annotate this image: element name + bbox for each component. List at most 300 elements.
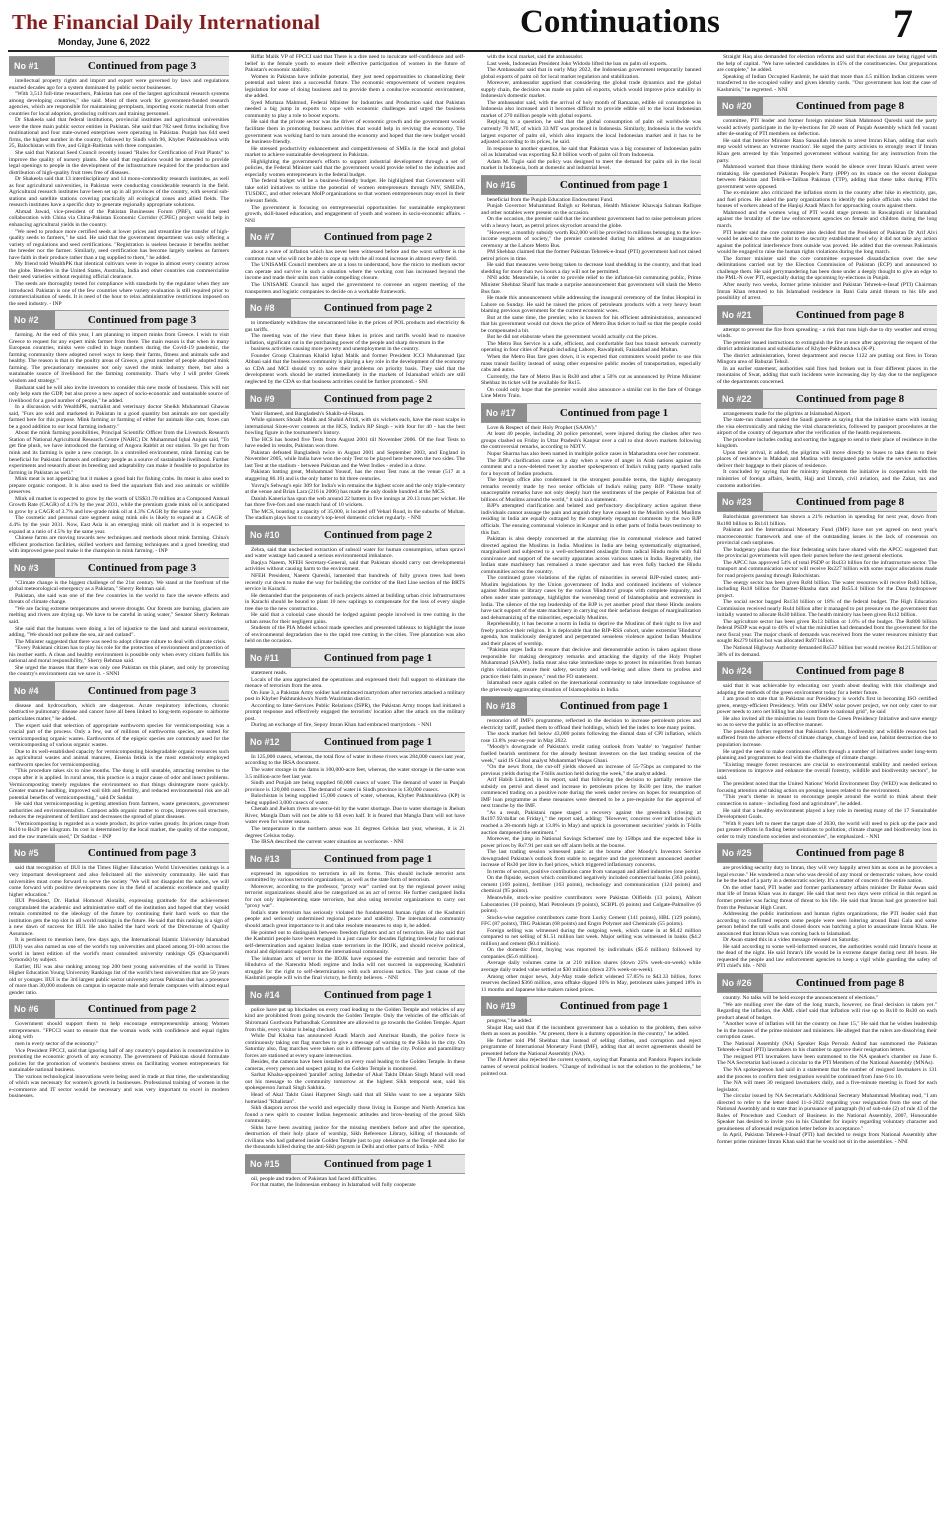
story-number-badge: No #23 xyxy=(717,493,763,511)
story-paragraph: arrangements made for the pilgrims at Islamabad Airport. xyxy=(723,410,852,417)
story-paragraph: BJP's attempted clarification and belated and perfunctory disciplinary action against these individuals cannot assuage the pain and anguish they have caused to the Muslim world. Muslims residing in India are equally outraged by the completely repugnant comments by the two BJP officials. The ensuing communal violence in Kanpur and in other parts of India bears testimony to this fact. xyxy=(481,503,701,536)
story-paragraph: oil, people and traders of Pakistan had faced difficulties. xyxy=(251,1175,378,1182)
continued-from-label: Continued from page 2 xyxy=(323,392,433,405)
story-paragraph: He said that measures were being taken to decrease load shedding in the country, and that load shedding for more than two hours a day will not be permitted. xyxy=(481,262,701,275)
story-paragraph: "As a result, Pakistani rupee staged a recovery against the greenback (closing at Rs197.92/dollar on Friday)," the report said, adding: "However, concerns over inflation (which reached a 28-month high at 13.8% in May) and uptick in government securities' yields in T-bills auction dampened the sentiment." xyxy=(481,809,701,836)
story-paragraph: committee, PTI leader and former foreign minister Shah Mahmood Qureshi said the party would actively participate in the by-elections for 20 seats of Punjab Assembly which fell vacant after de-seating of PTI members on defection. xyxy=(717,118,937,138)
continuation-story xyxy=(717,305,937,386)
story-paragraph: intellectual property rights and import and export were governed by laws and regulations enacted decades ago for a system dominated by public sector businesses. xyxy=(9,78,229,91)
story-paragraph: Punjab Governor Muhammad Baligh ur Rehman, Health Minister Khawaja Salman Rafique and other notables were present on the occasion. xyxy=(481,203,701,216)
story-number-badge: No #17 xyxy=(481,404,527,422)
story-paragraph: Arif Habib Limited, in its report, said that following the decision to partially remove the subsidy on petrol and diesel and increase in petroleum prices by Rs30 per litre, the market commenced trading on a positive note during the week under review on hopes for resumption of IMF loan programme as these measures were deemed to be a pre-requisite for the approval of next tranche by the IMF. xyxy=(481,777,701,810)
story-paragraph: Straight Haq also demanded for election reforms and said that elections are being rigged with the help of capital. "We have selected candidates in 45% of the constituencies. Our preparations are complete," he added. xyxy=(717,54,937,74)
story-paragraph: He demanded that the proponents of such projects aimed at building urban civic infrastructures in Karachi should be bound to plant 10 new saplings to compensate for the loss of every single tree due to the new construction. xyxy=(245,592,465,612)
story-paragraph: Sikhs have been awaiting justice for the missing members before and after the operation, destruction of their holy place of worship, Sikh Reference Library, killing of thousands of civilians who had gathered inside Golden Temple just to pay obeisance at the Temple and also for the thousands killed during the anti-Sikh pogrom in Delhi and other parts of India. - NNI xyxy=(245,1124,465,1151)
story-paragraph: It is pertinent to mention here, few days ago, the International Islamic University Islamabad (IIUI) was also named as one of the world's top universities and placed among 91-100 across the world in latest edition of the world's most consulted university rankings QS (Quacquarelli Symonds) by subject. xyxy=(9,937,229,964)
story-paragraph: During an exchange of fire, Sepoy Imran Khan had embraced martyrdom. - NNI xyxy=(251,722,432,729)
story-paragraph: Sindh and Punjab are being supplied 60,000 cusecs of water. The demand of water in Punjab province is 120,000 cusecs. The demand of water in Sindh province is 130,000 cusecs. xyxy=(245,780,465,793)
continuation-story xyxy=(245,54,465,224)
story-paragraph: Mahmood warned that those thinking there would be silence over Imran Khan's arrest were mistaking. He questioned Pakistan People's Party (PPP) on its stance on the recent dialogue between Pakistan and Tehrik-e-Taliban Pakistan (TTP), adding that these talks during PTI's government were opposed. xyxy=(717,164,937,190)
story-paragraph: He pointed out to distinguish between freedom fighters and act of terrorism. He also said that the Kashmiri people have been engaged in a just cause for decades fighting tirelessly for national self-determination and against Indian state terrorism in the IIOJK, and should receive political, moral and diplomatic support from the international community. xyxy=(245,929,465,956)
story-header xyxy=(245,648,465,668)
story-paragraph: The premier issued instructions to extinguish the fire at once after approving the request of the district administration and subsidiaries of Khyber-Pakhtunkhwa (K-P). xyxy=(717,339,937,353)
story-paragraph: The National Highway Authority demanded Rs537 billion but would receive Rs121.5 billion or 38% of its demand. xyxy=(717,645,937,658)
story-number-badge: No #4 xyxy=(9,682,55,700)
continued-from-label: Continued from page 2 xyxy=(323,528,433,541)
continued-from-label: Continued from page 3 xyxy=(87,847,197,860)
continuation-story xyxy=(9,999,229,1100)
story-number-badge: No #7 xyxy=(245,228,291,246)
story-paragraph: Mink oil market is expected to grow by the worth of US$31.70 million at a Compound Annual Growth Rate (CAGR) of 4.1% by the year 2031, while the premium grade mink oil is anticipated to grow by a CAGR of 3.7% and low-grade mink oil at 4.3% CAGR by the same year. xyxy=(9,495,229,515)
story-paragraph: The president further regretted that Pakistan's forests, biodiversity and wildlife resources had suffered from the adverse effects of climate change, change of land use, habitat destruction due to population increase. xyxy=(717,728,937,749)
story-paragraph: On June 3, a Pakistan Army soldier had embraced martyrdom after terrorists attacked a military post in Khyber Pakhtunkhwa's North Waziristan district. xyxy=(245,689,465,703)
continuation-story xyxy=(9,681,229,840)
story-paragraph: India's state terrorism has seriously violated the fundamental human rights of the Kashmiri people and seriously undermined regional peace and stability. The international community should attach great importance to it and take resolute measures to stop it, he added. xyxy=(245,909,465,929)
story-paragraph: In April, Pakistan Tehreek-I-Insaf (PTI) had decided to resign from National Assembly after former prime minister Imran Khan said that he would not sit in the assemblies. - NNI xyxy=(717,1132,937,1146)
continuation-story xyxy=(481,54,701,172)
story-paragraph: On the flipside, sectors which contributed negatively included commercial banks (363 points), cement (169 points), fertiliser (163 points), technology and communication (124 points) and chemical (95 points). xyxy=(481,875,701,895)
continued-from-label: Continued from page 1 xyxy=(559,1000,669,1013)
story-paragraph: He said according to some well-informed sources, the authorities would raid Imran's house at the dead of the night. He said Imran's life would be in extreme danger during next 48 hours. He requested the people and law enforcement agencies to keep a vigil while guarding the safety of PTI chief's life. - NNI xyxy=(717,943,937,970)
story-paragraph: The budgetary plans that the four federating units have shared with the APCC suggested that the provincial governments will open their purses before the next general elections. xyxy=(717,546,937,560)
story-paragraph: Stocks-wise negative contributors came from Lucky Cement (141 points), HBL (129 points), FFC (87 points), TRG Pakistan (68 points) and Engro Polymer and Chemicals (55 points). xyxy=(481,914,701,928)
story-paragraph: While spinners Shoaib Malik and Shahid Afridi, with six wickets each, have the most scalps in international Sixes-over contests at the HCS, India's RP Singh - with four for 40 - has the best bowling figure in the tournament's history. xyxy=(245,417,465,437)
story-header xyxy=(717,305,937,325)
continuation-story xyxy=(245,227,465,295)
story-paragraph: Replying to a question, he said that the global consumption of palm oil worldwide was currently 70 MT, of which 33 MT was produced in Indonesia. Similarly, Indonesia is the world's largest exporter of palm oil, which also impacts the local Indonesian market and it has to be adjusted according to its prices, he said. xyxy=(481,119,701,146)
story-paragraph: Moreover, ambassador apprised that considering the global trade dynamics and the global supply chain, the decision was made on palm oil exports, which would improve price stability in Indonesia's domestic market. xyxy=(481,80,701,100)
story-paragraph: Sikh diaspora across the world and especially those living in Europe and North America has found a new spirit to counter Indian hegemonic attitudes and brow-beating of the proud Sikh community. xyxy=(245,1105,465,1125)
story-paragraph: expressed its opposition to terrorism in all its forms. This should include terrorist acts committed by various terrorist organizations, as well as the state form of terrorism. xyxy=(245,870,465,884)
story-paragraph: She said that National Seed Council recently issued "Rules for Certification of Fruit Plants" to improve the quality of nursery plants. She said that regulations would be amended to provide legal openings to people in the development of the infrastructure required for the production and distribution of high-quality fruit trees free of diseases. xyxy=(9,150,229,176)
story-paragraph: Vice President FPCCI, said that ignoring half of any country's population is counterintuitive in promoting the economic growth of any economy. The government of Pakistan should formulate policies for the promotion of women's business stress on facilitating women entrepreneurs for sustainable national business. xyxy=(9,1047,229,1074)
story-paragraph: According to Inter-Services Public Relations (ISPR), the Pakistan Army troops had initiated a prompt response and effectively engaged the terrorists' location after the attack on the military post. xyxy=(245,702,465,722)
story-paragraph: He said that a colonial case should be lodged against people involved in tree cutting in the urban areas for their negligent gains. xyxy=(245,612,465,625)
continuation-story xyxy=(245,648,465,729)
continuation-story xyxy=(717,973,937,1146)
story-paragraph: On could only hope that the premier would also announce a similar cut in the fare of Orange Line Metro Train. xyxy=(481,386,701,400)
story-paragraph: The meeting was of the view that these hikes in prices and tariffs would lead to massive inflation, significant cut in the purchasing power of the people and sharp downturn in the xyxy=(245,333,465,346)
story-paragraph: "This procedure takes six to nine months. The dung is still unstable, attracting termites to the crops after it is applied. In rural areas, this practice is a major cause of odor and insect problems. Vermicomposting merely regulates the environment so that things disintegrate more quickly. Greater manure handling, improved soil tilth and fertility, and reduced environmental risk are all potential benefits of vermicomposting," said Dr Saddar. xyxy=(9,768,229,801)
story-paragraph: Islamabad once again called on the international community to take immediate cognisance of the grievously aggravating situation of Islamophobia in India. xyxy=(481,680,701,693)
story-header xyxy=(717,973,937,993)
story-paragraph: The expert said that selection of appropriate earthworm species for vermicomposting was a crucial part of the process. Only a few, out of millions of earthworms species, are suited for vermicomposting organic wastes. Earthworms of the epigeic species are commonly used for the vermicomposting of various organic wastes. xyxy=(9,722,229,749)
story-paragraph: said that it was achievable by educating our youth about dealing with this challenge and adapting the methods of the green environment today for a better future. xyxy=(717,683,937,696)
continued-from-label: Continued from page 3 xyxy=(87,684,197,697)
story-paragraph: But he did not elaborate when the government would actually cut the prices. xyxy=(487,334,658,341)
story-paragraph: country. No talks will be held except the announcement of elections." xyxy=(723,994,879,1001)
story-paragraph: beneficial from the Punjab Education Endowment Fund. xyxy=(487,196,614,203)
story-header xyxy=(717,661,937,681)
story-paragraph: Nupur Sharma has also been named in multiple police cases in Maharashtra over her comment. xyxy=(487,450,700,457)
story-paragraph: The MCS, boasting a capacity of 35,000, is located off Vehari Road, in the suburbs of Multan. The stadium plays host to country's top-level domestic cricket regularly. - NNI xyxy=(245,508,465,522)
story-paragraph: Yasir Hameed, and Bangladesh's Shakib-ul-Hasan. xyxy=(251,410,365,417)
story-paragraph: Due to its well-established capacity for vermicomposting biodegradable organic resources such as agricultural wastes and animal manures, Eisenia fetida is the most extensively employed earthworm species for vermicomposting. xyxy=(9,748,229,768)
story-number-badge: No #3 xyxy=(9,559,55,577)
story-paragraph: Last week, Indonesian President Joko Widodo lifted the ban on palm oil exports. xyxy=(487,60,668,67)
story-paragraph: The district administration, forest department and rescue 1122 are putting out fires in Toran Mingora area of Babuzai Tehsil. xyxy=(717,352,937,366)
page-number: 7 xyxy=(893,1,913,46)
continued-from-label: Continued from page 2 xyxy=(323,302,433,315)
story-paragraph: "However, a monthly subsidy worth Rs2,000 will be provided to millions belonging to the low-income segments of society," the premier contended during his address at an inauguration ceremony at the Lahore Metro Bus. xyxy=(481,229,701,249)
story-paragraph: Among other major news, July-May trade deficit widened 57.85% to $43.33 billion, forex reserves declined $366 million, urea offtake dipped 10% in May, petroleum sales jumped 18% in 11 months and Japanese bike makers raised prices. xyxy=(481,973,701,993)
story-paragraph: The ambassador said, with the arrival of holy month of Ramazan, edible oil consumption in Indonesia also increased and it becomes difficult to provide edible oil to the local Indonesian market of 270 million people with global exports. xyxy=(481,99,701,119)
story-paragraph: The IRSA described the current water situation as worrisome. - NNI xyxy=(251,839,404,846)
story-paragraph: Students of the PIA Model school made speeches and presented tableaux to highlight the issue of environmental degradation due to the rapid tree cutting in the cities. Tree plantation was also held on the occasion. xyxy=(245,625,465,645)
continued-from-label: Continued from page 3 xyxy=(87,60,197,72)
story-paragraph: In an earlier statement, authorities said fires had broken out in four different places in the mountains of Swat, adding that such incidents were increasing day by day due to the negligence of the departments concerned. xyxy=(717,365,937,385)
story-paragraph: The social sector bagged Rs134 billion or 18% of the federal budget. The High Education Commission received nearly Rs44 billion after it managed to put pressure on the government that initially wanted to allocate Rs30 billion. The health ministry has been given Rs12 billion. xyxy=(717,599,937,619)
story-paragraph: "Every Pakistani citizen has to play his role for the protection of environment and protection of his mother earth. A clean and healthy environment is possible only when every citizen fulfills his national and moral responsibility," Sherry Rehman said. xyxy=(9,645,229,665)
story-paragraph: Ahmad Jawad, vice-president of the Pakistan Businesses Forum (PBF), said that seed collaboration with China via China-Pakistan Economic Corridor (CPEC) project would help in enhancing agricultural yields in the country. xyxy=(9,208,229,229)
story-header xyxy=(9,56,229,76)
story-paragraph: Currently, the fare of Metro Bus is Rs30 and after a 50% cut as announced by Prime Minister Shehbaz its ticket will be available for Rs15. xyxy=(481,373,701,387)
story-paragraph: The Metro Bus Service is a safe, efficient, and comfortable fast bus transit network currently operating in four cities of Punjab including Lahore, Rawalpindi, Faisalabad and Multan. xyxy=(481,340,701,354)
continued-from-label: Continued from page 1 xyxy=(323,735,433,748)
continuation-story xyxy=(9,56,229,307)
story-paragraph: Speaking of Indian Occupied Kashmir, he said that more than 4.5 million Indian citizens were transferred to the occupied valley and given identity cards. "Our government has lost the case of Kashmiris," he regretted. - NNI xyxy=(717,73,937,93)
story-paragraph: IIUI President, Dr. Hathal Homoud Alotaibi, expressing gratitude for the achievement congratulated the academic and administrative staff of the institution and hoped that they would remain committed to the ideology of the future by continuing their hard work so that the institution gets the top slot in all world rankings in the future. He said that this ranking is a sign of a new dawn of success for IIUI. He also hailed the hard work of the Directorate of Quality Assurance. xyxy=(9,898,229,937)
continuation-story xyxy=(481,996,701,1077)
story-paragraph: Shujat Haq said that if the incumbent government has a solution to the problem, then solve them as soon as possible. "At present, there is a dummy opposition in the country," he added. xyxy=(481,1024,701,1038)
story-paragraph: The BJP's clarification came on a day when a wave of anger in Arab nations against the comment and a now-deleted tweet by another spokesperson of India's ruling party sparked calls for a boycott of Indian products. xyxy=(481,457,701,477)
story-paragraph: In terms of sectors, positive contribution came from vanaspati and allied industries (one point). xyxy=(487,868,700,875)
story-header xyxy=(245,525,465,545)
continued-from-label: Continued from page 1 xyxy=(323,988,433,1001)
story-paragraph: Dr Shakeela said that 13 interdisciplinary and 14 mono-commodity research institutes, as well as four agricultural universities, in Pakistan were conducting considerable research in the field. Agricultural research institutes have been set up in all provinces of the country, with several sub-stations and satellite stations covering practically all ecological zones and allied fields. The research institutes have a specific duty to generate regionally appropriate solutions. xyxy=(9,176,229,209)
continuation-story xyxy=(9,558,229,678)
story-paragraph: When the Metro Bus fare goes down, it is expected that commuters would prefer to use this mass transit facility instead of using other expensive public modes of transportation, especially cabs and autos. xyxy=(481,353,701,374)
issue-date: Monday, June 6, 2022 xyxy=(58,37,150,47)
story-paragraph: farming. At the end of this year, I am planning to import minks from Greece. I wish to visit Greece to request for any expert mink farmer from there. The main reason is that when in many European countries, minks were culled in huge numbers during the Covid-19 pandemic, the farming community there adopted novel ways to keep their farms, fitness and animals safe and healthy. The reason is that in the poultry areas of Greece, a great number of people adopted mink farming. The precautionary measures not only saved the mink industry there, but also a sustainable source of livelihood for the farming community. That's why I will prefer Greek wisdom and strategy." xyxy=(9,332,229,384)
column-4 xyxy=(717,54,937,1529)
continuation-story xyxy=(245,389,465,522)
story-paragraph: Basharat said he will also invite investors to consider this new mode of business. This will not only help earn the GDP, but also prove a new aspect of socio-economic and sustainable source of livelihood for a good number of people," he added. xyxy=(9,384,229,404)
story-paragraph: Riffat Malik VP of FPCCI said that There is a dire need to inculcate self-confidence and self-belief in the female youth to ensure their effective participation of women in the future of Pakistan's economic stability. xyxy=(245,54,465,74)
story-header xyxy=(717,96,937,116)
story-header xyxy=(481,696,701,716)
story-number-badge: No #16 xyxy=(481,176,527,194)
story-paragraph: The seeds are thoroughly tested for compliance with standards by the regulator when they are introduced. Pakistan is one of the few countries where variety evaluation is still required prior to commercialisation of seeds. It is need of the hour to relax administrative restrictions imposed on the seed industry. - INP xyxy=(9,280,229,307)
continued-from-label: Continued from page 8 xyxy=(795,847,905,860)
story-paragraph: Syed Murtaza Mahmud, Federal Minister for Industries and Production said that Pakistan needed a big jump in exports to cope with economic challenges and urged the business community to play a role to boost exports. xyxy=(245,99,465,119)
story-paragraph: He said that a healthy environment played a key role in meeting many of the 17 Sustainable Development Goals. xyxy=(717,807,937,821)
story-number-badge: No #25 xyxy=(717,844,763,862)
story-number-badge: No #24 xyxy=(717,662,763,680)
column-3 xyxy=(481,54,701,1529)
story-paragraph: Sarbat Khalsa-appointed 'parallel' acting Jathedar of Akal Takht Dhian Singh Mand will read out his message to the community tomorrow at the highest Sikh temporal seat, said his spokesperson Jarnail Singh Sakhira. xyxy=(245,1072,465,1092)
continued-from-label: Continued from page 1 xyxy=(323,652,433,665)
story-paragraph: to immediately withdraw the unwarranted hike in the prices of POL products and electricity & gas tariffs. xyxy=(245,320,465,333)
story-paragraph: He stressed productivity enhancement and competitiveness of SMEs in the local and global market to achieve sustainable development in Pakistan. xyxy=(245,145,465,159)
story-paragraph: business activities causing more poverty and unemployment in the country. xyxy=(251,346,420,353)
story-paragraph: PM Shehbaz claimed that the former Pakistan Tehreek-e-Insaf (PTI) government had not raised petrol prices in time. xyxy=(481,249,701,262)
story-paragraph: Dr Shakeela said that federal institutions, provincial institutes and agricultural universities were the three main public sector entities in Pakistan. She said that 782 seed firms including five multinational and four state-owned enterprises were operating in Pakistan. Punjab has 644 seed firms, the highest number in the country, followed by Sindh with 96, Khyber Pakhtunkhwa with 25, Balochistan with five, and Gilgit-Baltistan with three companies. xyxy=(9,117,229,150)
masthead xyxy=(0,0,945,52)
story-number-badge: No #6 xyxy=(9,1000,55,1018)
story-paragraph: Founder Group Chairman Khalid Iqbal Malik and former President ICCI Muhammad Ijaz Abbasi said that the business community is playing a key role in the development of the economy so CDA and MCI should try to solve their problems on priority basis. They said that the development work should be started immediately in the markets of Islamabad which are still neglected by the CDA so that business activities could be further promoted. - SNI xyxy=(245,352,465,385)
story-paragraph: Pakistan, she said was one of the few countries in the world to face the severe effects and threats of climate change. xyxy=(9,592,229,606)
story-paragraph: In a discussion with WealthPK, nutrialist and veterinary doctor Sheikh Muhammad Ghawas said, "Furs are sold and marketed in Pakistan in a good quantity but animals are not specially farmed here for this purpose. Mink farming or farming of either fur animals like cats, foxes can be a good addition to our local farming industry." xyxy=(9,404,229,430)
story-paragraph: "We are mulling over the date of the long march, however, no final decision is taken yet." Regarding the inflation, the AML chief said that inflation will rise up to Rs10 to Rs30 on each product ahead of budget. xyxy=(717,1001,937,1021)
story-paragraph: disease and hydrocarbon, which are dangerous. Acute respiratory infections, chronic obstructive pulmonary disease and cancer have all been linked to long-term exposure to airborne particulates matter," he added. xyxy=(9,702,229,723)
story-paragraph: The agriculture sector has been given Rs13 billion or 1.6% of the budget. The Rs800 billion federal PSDP was equal to 46% of what the ministries had demanded from the government for the next fiscal year. The major chunk of demands was received from the water resources ministry that sought Rs279 billion but was allocated Rs97 billion. xyxy=(717,618,937,645)
story-paragraph: "Vermicomposting is regarded as a waste product, its price varies greatly. Its prices range from Rs10 to Rs20 per kilogram. Its cost is determined by the local market, the quality of the compost, and the raw materials used," Dr Saddar. - INP xyxy=(9,820,229,840)
continued-from-label: Continued from page 8 xyxy=(795,976,905,989)
continued-from-label: Continued from page 3 xyxy=(87,314,197,327)
story-header xyxy=(717,492,937,512)
continuation-story xyxy=(245,849,465,982)
story-paragraph: Love & Respect of their Holy Prophet (SAAW)." xyxy=(487,424,598,431)
story-number-badge: No #2 xyxy=(9,311,55,329)
story-paragraph: Baqiya Naeem, NFEH Secretary-General, said that Pakistan should carry out developmental activities without causing harm to the environment. xyxy=(245,559,465,573)
story-paragraph: Besides, the cameras have been installed on every road leading to the Golden Temple. In these cameras, every person and suspect going to the Golden Temple is monitored. xyxy=(245,1059,465,1072)
story-paragraph: with the local market, said the ambassador. xyxy=(487,54,584,60)
story-paragraph: "With 8 years left to meet the target date of 2030, the world will need to pick up the pace and put greater efforts in finding better solutions to pollution, climate change and biodiversity loss in order to truly transform societies and economies", he emphasized. - NNI xyxy=(717,820,937,840)
story-paragraph: Mahmood and the women wing of PTI would stage protests in Rawalpindi or Islamabad against the brutality of the law enforcement agencies on female and children during the long march. xyxy=(717,209,937,230)
continued-from-label: Continued from page 2 xyxy=(87,1003,197,1016)
story-paragraph: Addressing the public institutions and human rights organizations, the PTI leader said that according to confirmed reports some people were seen loitering around Bani Gala and some person behind the tall walls and closed doors was hatching a plot to assassinate Imran Khan. He announced that Imran Khan was coming back to Islamabad. xyxy=(717,911,937,937)
story-paragraph: I am proud to state that in Pakistan our Presidency is world's first in becoming ISO certified green, energy-efficient Presidency. With our EMW solar power project, we not only cater to our power needs to zero net billing but also contribute to national grid", he said xyxy=(717,696,937,716)
story-paragraph: "Climate change is the biggest challenge of the 21st century. We stand at the forefront of the global meteorological emergency as a Pakistan," Sherry Rehman said. xyxy=(9,579,229,593)
story-paragraph: He said that vermicomposting is getting attention from farmers, waste generators, government authorities and environmentalists. Compost adds organic matter to crops, improves soil structure, reduces the requirement of fertilizer and decreases the spread of plant diseases. xyxy=(9,801,229,821)
story-paragraph: On the domestic front, buying was reported by individuals ($5.6 million) followed by companies ($5.6 million). xyxy=(481,947,701,960)
story-paragraph: The UNISAME Council members are at a loss to understand, how the micro to medium sector can operate and survive in such a situation where the working cost has increased beyond the income and made their units non viable compelling closure. xyxy=(245,262,465,282)
story-paragraph: He further told PM Shehbaz that instead of selling clothes, and corruption and reject programme of International Monetary Fund (IMF), adding that all secret agreements should be presented before the National Assembly (NA). xyxy=(481,1037,701,1057)
continuation-story xyxy=(245,985,465,1151)
story-paragraph: Pakistan is also deeply concerned at the alarming rise in communal violence and hatred directed against the Muslims in India. Muslims in India are being systematically stigmatised, marginalised and subjected to a well-orchestrated onslaught from radical Hindu mobs with full connivance and support of the security apparatus across various states in India. Regrettably, the Indian state machinery has remained a mute spectator and has even fully backed the Hindu communities across the country. xyxy=(481,536,701,575)
story-paragraph: The UNISAME Council has urged the government to convene an urgent meeting of the transporters and logistic companies to decide on a workable framework. xyxy=(245,281,465,295)
story-header xyxy=(717,389,937,409)
story-paragraph: The president noted that the United Nations' World Environment Day (WED) was dedicated to focusing attention and taking action on pressing issues related to the environment. xyxy=(717,781,937,794)
story-header xyxy=(9,681,229,701)
story-number-badge: No #26 xyxy=(717,974,763,992)
continued-from-label: Continued from page 2 xyxy=(323,231,433,244)
continued-from-label: Continued from page 8 xyxy=(795,665,905,678)
section-title: Continuations xyxy=(520,4,720,40)
continuation-story xyxy=(481,403,701,693)
story-header xyxy=(9,558,229,578)
story-paragraph: "We are facing extreme temperatures and severe drought. Our forests are burning, glaciers are melting and rivers are drying up. We have to be careful in using water," Senator Sherry Rehman said. xyxy=(9,605,229,626)
story-paragraph: Pakistan and the International Monetary Fund (IMF) have not yet agreed on next year's macroeconomic framework and one of the outstanding issues is the lack of consensus on provincial cash surpluses. xyxy=(717,527,937,547)
story-paragraph: "With 3,513 full-time researchers, Pakistan has one of the largest agricultural research systems among developing countries," she said. Most of them work for government-funded research agencies, which are responsible for maintaining germplasm, importing exotic material from other countries for local adoption, producing cultivars and training personnel. xyxy=(9,91,229,117)
story-number-badge: No #18 xyxy=(481,697,527,715)
story-header xyxy=(245,1154,465,1174)
story-number-badge: No #14 xyxy=(245,986,291,1004)
story-paragraph: The JI Ameer also rejected the current system, saying that Panama and Pandora Papers include names of several political leaders. "Change of individual is not the solution to the problems," he pointed out. xyxy=(481,1057,701,1077)
story-paragraph: Chinese farms are moving towards new techniques and methods about mink farming. China's efficient production facilities, skilled workers and farming techniques and a good breeding stud with improved gene pool make it the champion in mink farming. - INP xyxy=(9,535,229,555)
story-paragraph: The water storage in the dams is 100,000-acre feet, whereas, the water storage in the same was 3.5 million-acre feet last year. xyxy=(245,767,465,780)
story-header xyxy=(717,843,937,863)
story-paragraph: The APCC has approved 54% of total PSDP or Rs433 billion for the infrastructure sector. The transport and communication sector will receive Rs227 billion with some major allocations made for road projects passing through Balochistan. xyxy=(717,559,937,579)
story-paragraph: Balochistan is being supplied 15,000 cusecs of water, whereas, Khyber Pakhtunkhwa (KP) is being supplied 3,000 cusecs of water. xyxy=(245,793,465,806)
continued-from-label: Continued from page 8 xyxy=(795,308,905,321)
story-paragraph: restoration of IMF's programme, reflected in the decision to increase petroleum prices and electricity tariff, pushed them to offload their holdings, which led the index to lose many points. xyxy=(481,718,701,731)
continued-from-label: Continued from page 1 xyxy=(323,852,433,865)
story-paragraph: PTI leader said the core committee also decided that the President of Pakistan Dr Arif Alvi would be asked to raise the point to the security establishment of why it did not take any action against the political interference from outside was proved. He added that the overseas Pakistanis would be engaged to raise the human rights violations during the long march. xyxy=(717,229,937,256)
continuation-story xyxy=(245,1154,465,1189)
story-paragraph: "This year's theme is meant to encourage people around the world to think about their connection to nature - including food and agriculture", he added. xyxy=(717,794,937,807)
story-paragraph: The government is focusing on entrepreneurial opportunities for sustainable employment growth, skill-based education, and engagement of youth and women in socio-economic affairs. - NNI xyxy=(245,204,465,224)
story-paragraph: The various technological innovations were being used in trade at that time, the understanding of which was necessary for women's growth in businesses. Professional training of women in the e-commerce and IT sector would be necessary and was very important to excel in modern businesses. xyxy=(9,1073,229,1100)
story-header xyxy=(245,985,465,1005)
story-header xyxy=(245,298,465,318)
story-paragraph: The foreign office also condemned in the strongest possible terms, the highly derogatory remarks recently made by two senior officials of India's ruling party BJP. "These totally unacceptable remarks have not only deeply hurt the sentiments of the people of Pakistan but of billions of Muslims around the world," it said in a statement. xyxy=(481,477,701,503)
column-1 xyxy=(9,54,229,1529)
story-number-badge: No #20 xyxy=(717,97,763,115)
story-paragraph: Adam M. Tugio said the policy was designed to meet the demand for palm oil in the local market in Indonesia, both at domestic and industrial level. xyxy=(481,158,701,172)
story-paragraph: about a wave of inflation which has never been witnessed before and the worst sufferer is the common man who will not be able to cope up with the all round increase in almost every field. xyxy=(245,249,465,262)
story-paragraph: The circular issued by NA Secretariat's Additional Secretary Muhammad Mushtaq read, "I am directed to refer to the letter dated 11-4-2022 regarding your resignation from the seat of the National Assembly and to state that in pursuance of paragraph (b) of sub-rule (2) of rule 43 of the Rules of Procedure and Conduct of Business in the National Assembly, 2007, Honourable Speaker has desired to invite you in his Chamber for inquiry regarding voluntary character and genuineness of aforesaid resignation letter before its acceptance." xyxy=(717,1093,937,1132)
story-paragraph: Pakistan defeated Bangladesh twice in August 2001 and September 2003, and England in November 2005, while India have won the only Test to be played here between the two sides. The last Test at the stadium - between Pakistan and the West Indies - ended in a draw. xyxy=(245,449,465,469)
story-paragraph: The HCS has hosted five Tests from August 2001 till November 2006. Of the four Tests to have ended in results, Pakistan won three. xyxy=(245,436,465,450)
story-paragraph: Balochistan government has shown a 21% reduction in spending for next year, down from Rs180 billion to Rs141 billion. xyxy=(717,514,937,527)
story-paragraph: He said that Interior Minister Rana Sanaullah intends to arrest Imran Khan, adding that such step would witness an 'extreme reaction'. He urged the party activists to strongly react if Imran Khan gets arrested by this 'imported government without waiting for any instruction from the party. xyxy=(717,137,937,164)
story-number-badge: No #12 xyxy=(245,733,291,751)
newspaper-name: The Financial Daily International xyxy=(12,10,321,34)
story-paragraph: The National Assembly (NA) Speaker Raja Pervaiz Ashraf has summoned the Pakistan Tehreek-e-Insaf (PTI) lawmakers to his chamber to approve their resignation letters. xyxy=(717,1040,937,1054)
story-paragraph: NFEH President, Naeem Qureshi, lamented that hundreds of fully grown trees had been recently cut down to make the way for building the corridor of the Red Line section of the BRTS service in Karachi. xyxy=(245,573,465,593)
story-paragraph: The last trading session witnessed panic at the bourse after Moody's Investors Service downgraded Pakistan's outlook from stable to negative and the government announced another increase of Rs30 per litre in fuel prices, which triggered inflationary concerns. xyxy=(481,849,701,869)
story-paragraph: In response to another question, he said that Pakistan was a big consumer of Indonesian palm oil as Islamabad was exporting $2.8 billion worth of palm oil from Indonesia. xyxy=(481,145,701,159)
story-header xyxy=(9,310,229,330)
story-paragraph: "Existing meagre forest resources are crucial to environmental stability and needed serious interventions to improve and enhance the overall forestry, wildlife and biodiversity sectors", he said. xyxy=(717,761,937,781)
story-header xyxy=(245,227,465,247)
story-header xyxy=(9,843,229,863)
continued-from-label: Continued from page 8 xyxy=(795,392,905,405)
story-paragraph: statement reads. xyxy=(251,670,288,677)
story-paragraph: Pakistan batting great, Mohammad Yousuf, has the most Test runs at the venue (517 at a staggering 86.16) and is the only batter to hit three centuries. xyxy=(245,469,465,482)
continued-from-label: Continued from page 1 xyxy=(559,178,669,191)
story-paragraph: Locals of the area appreciated the operations and expressed their full support to eliminate the menace of terrorism from the area. xyxy=(245,676,465,690)
continuation-story xyxy=(245,732,465,846)
story-number-badge: No #15 xyxy=(245,1155,291,1173)
story-header xyxy=(481,175,701,195)
story-paragraph: Women in Pakistan have infinite potential, they just need opportunities to channelizing their potential and talent into a successful future. The economic empowerment of women requires legislation for ease of doing business and to provide them a conducive economic environment, she added. xyxy=(245,73,465,100)
story-paragraph: The Ambassador said that in early May 2022, the Indonesian government temporarily banned global exports of palm oil for local market regulation and stabilization. xyxy=(481,67,701,80)
story-paragraph: NNI adds: Meanwhile, in order to provide relief to the inflation-hit commuting public, Prime Minister Shehbaz Sharif has made a surprise announcement that government will slash the Metro Bus fare. xyxy=(481,275,701,295)
story-header xyxy=(245,389,465,409)
story-paragraph: Danish Kaneria has spun the web around 22 batters in five innings at 20.13 runs per wicket. He has three five-fors and one match haul of 10 wickets. xyxy=(245,495,465,509)
story-paragraph: progress," he added. xyxy=(487,1018,533,1025)
story-paragraph: said that recognition of IIUI in the Times Higher Education World Universities rankings is a very important development and also felicitated all the university community. He said that universities must come forward to serve the society "We will not disappoint the nation, we will come forward with positive developments now in the field of academic excellence and quality higher education." xyxy=(9,865,229,898)
continuation-story xyxy=(9,310,229,555)
continuation-story xyxy=(717,96,937,301)
story-paragraph: At least 40 people, including 20 police personnel, were injured during the clashes after two groups clashed on Friday in Uttar Pradesh's Kanpur over a call to shut down markets following the controversial remarks, according to NDTV. xyxy=(481,431,701,451)
story-paragraph: He urged the need to make continuous efforts through a number of initiatives under long-term planning and programmes to deal with the challenge of climate change. xyxy=(717,748,937,762)
story-paragraph: On the occasion, the premier said that the incumbent government had to raise petroleum prices with a heavy heart, as petrol prices skyrocket around the globe. xyxy=(481,216,701,230)
story-paragraph: The cosmetic and personal care segment using mink oils is likely to expand at a CAGR of 4.4% by the year 2031. Now, East Asia is an emerging mink oil market and it is expected to expand at a ratio of 4.5% by the same year. xyxy=(9,515,229,535)
story-paragraph: The inhuman acts of terror in the IIOJK have exposed the extremist and terrorist face of Hindutva of the Narendra Modi regime and India will not succeed in suppressing Kashmiri struggle for the right to self-determination with such atrocious tactics. The just cause of the Kashmiri people will win the final victory, he firmly believes. - NNI xyxy=(245,955,465,982)
story-paragraph: In 125,000 cusecs, whereas, the total flow of water in these rivers was 284,000 cusecs last year, according to the IRSA document. xyxy=(245,753,465,767)
story-paragraph: The energy sector has been given Rs84 billion. The water resources will receive Rs83 billion, including Rs18 billion for Diamer-Bhasha dam and Rs55.4 billion for the Dasu hydropower project. xyxy=(717,579,937,599)
continued-from-label: Continued from page 1 xyxy=(323,1157,433,1170)
story-number-badge: No #1 xyxy=(9,57,55,75)
story-header xyxy=(481,403,701,423)
masthead-rule xyxy=(8,50,937,52)
story-paragraph: Government should support them to help encourage entrepreneurship among Women entrepreneurs. "FPCCI want to ensure that the woman work with confidence and equal rights along with xyxy=(9,1021,229,1041)
story-paragraph: police have put up blockades on every road leading to the Golden Temple and vehicles of any kind are prohibited from going towards the Golden Temple. Only the vehicles of the officials of Shiromani Gurdwara Parbandhak Committee are allowed to go towards the Golden Temple. Apart from this, every visitor is being checked. xyxy=(245,1006,465,1033)
story-paragraph: Average daily volumes came in at 210 million shares (down 25% week-on-week) while average daily traded value settled at $30 million (down 23% week-on-week). xyxy=(481,960,701,973)
story-header xyxy=(9,999,229,1019)
story-paragraph: While Dal Khalsa has announced Azadi March and Amritsar Bandh, the police force is continuously taking out flag marches to give a message of warning to the Sikhs in the city. On Saturday also, flag marches were taken out in different parts of the city. Police and paramilitary forces are stationed at every square intersection. xyxy=(245,1033,465,1059)
story-header xyxy=(245,732,465,752)
continuation-story xyxy=(717,54,937,93)
continued-from-label: Continued from page 1 xyxy=(559,406,669,419)
story-paragraph: Moreover, according to the professor, "proxy war" carried out by the regional power using terrorist organizations should also be categorized as an act of terror. He further castigated India for not only implementing state terrorism, but also using terrorist organizations to carry out "proxy war". xyxy=(245,883,465,910)
continuation-story xyxy=(717,492,937,658)
story-paragraph: The federal budget will be a business-friendly budget. He highlighted that Government will take solid initiatives to utilize the potential of women entrepreneurs through NIV, SMEDA, TUSDEC, and other relevant MoIP organizations so that women entrepreneurs may excel in their relevant fields. xyxy=(245,178,465,205)
story-paragraph: For that matter, the Indonesian embassy in Islamabad will fully cooperate xyxy=(251,1182,416,1189)
story-number-badge: No #19 xyxy=(481,997,527,1015)
story-paragraph: The NA spokesperson had said in a statement that the number of resigned lawmakers is 131 and the process to confirm their resignation would be continued from June 6 to 10. xyxy=(717,1067,937,1080)
continuation-story xyxy=(245,525,465,645)
story-paragraph: But at the same time, the premier, who is known for his efficient administration, announced that his government would cut down the price of Metro Bus ticket to half so that the people could be compensated a bit. xyxy=(481,314,701,334)
story-paragraph: About the mink farming possibilities, Principal Scientific Officer from the Livestock Research Station of National Agricultural Research Centre (NARC) Dr. Muhammad Iqbal Anjum said, "To get fine plush, we have introduced the farming of Angora Rabbit at our station. To get fur from mink and its farming is quite a new concept. In a controlled environment, mink farming can be beneficial for Pakistani farmers and ordinary people as a source of sustainable livelihood. Further experiments and research about its breeding and adaptability can make it feasible to popularize its farming in Pakistan as well." xyxy=(9,430,229,476)
story-paragraph: "We need to produce more certified seeds at lower prices and streamline the transfer of high-quality seeds to farmers," he said. He said that the government department was only offering a variety of regulations and seed certifications. "Registration is useless because it benefits neither the breeder nor the farmer. Similarly, seed certification has become largely useless as farmers have faith in their produce rather than a tag supplied to them," he added. xyxy=(9,228,229,261)
story-paragraph: The temperature in the northern areas was 31 degrees Celsius last year, whereas, it is 21 degrees Celsius today. xyxy=(245,825,465,839)
continuation-story xyxy=(717,389,937,490)
continuation-story xyxy=(481,175,701,400)
story-number-badge: No #9 xyxy=(245,390,291,408)
column-2 xyxy=(245,54,465,1529)
story-paragraph: After nearly two weeks, former prime minister and Pakistan Tehreek-e-Insaf (PTI) Chairman Imran Khan returned to his Islamabad residence in Bani Gala amid threats to his life and possibility of arrest. xyxy=(717,281,937,302)
story-paragraph: Highlighting the government's efforts to support industrial development through a set of policies, the Federal Minister said that the government would provide relief to the industries and especially women entrepreneurs in the federal budget. xyxy=(245,158,465,178)
continued-from-label: Continued from page 3 xyxy=(87,561,197,574)
story-paragraph: Dr Awan stated this in a video message released on Saturday. xyxy=(723,937,860,944)
continuation-story xyxy=(717,843,937,970)
story-paragraph: My friend told WealthPK that identical cultivars were in vogue in almost every country across the globe. Breeders in the United States, Australia, India and other countries can commercialise their seed varieties without requiring official clearance. xyxy=(9,261,229,281)
story-paragraph: She urged the masses that there was only one Pakistan on this planet, and only by protecting the country's environment can we save it. - SNNI xyxy=(9,664,229,678)
story-paragraph: Moreover, the jump in National Savings Schemes' rate by 150bps and the expected hike in power prices by Rs7.91 per unit set off alarm bells at the bourse. xyxy=(481,836,701,849)
story-paragraph: Upon their arrival, it added, the pilgrims will move directly to buses to take them to their places of residence in Makkah and Madina with designated paths while the service authorities deliver their baggage to their places of residence. xyxy=(717,449,937,469)
story-paragraph: Zehra, said that unchecked extraction of subsoil water for human consumption, urban sprawl and water wastage had caused a serious environmental imbalance. xyxy=(245,546,465,560)
story-paragraph: "Another wave of inflation will hit the country on June 15," He said that he wishes leadership be in the houses of the prime minister and ministers. He alleged that the rulers are dissolving their corruption cases. xyxy=(717,1021,937,1041)
story-paragraph: He made this announcement while addressing the inaugural ceremony of the Indus Hospital in Lahore on Sunday. He said he raised the prices of petroleum products with a very heavy heart blaming previous government for the current economic woes. xyxy=(481,295,701,315)
story-paragraph: The resigned PTI lawmakers have been summoned to the NA speaker's chamber on June 6. The NA Secretariat had issued a circular to the PTI Members of the National Assembly (MNAs). xyxy=(717,1053,937,1067)
story-paragraph: He also invited all the ministries to learn from the Green Presidency Initiative and save energy so as to serve the public in an effective manner. xyxy=(717,715,937,729)
story-paragraph: It concluded by saying that the ministry implements the initiative in cooperation with the ministries of foreign affairs, health, Hajj and Umrah, civil aviation, and the Zakat, tax and customs authorities. xyxy=(717,469,937,489)
story-number-badge: No #5 xyxy=(9,844,55,862)
story-paragraph: Earlier, IIU was also ranking among top 200 best young universities of the world in Times Higher Education Young University Rankings list of the world's best universities that are 50 years old or younger. IIUI is the 3rd largest public sector university across Pakistan that has a presence of more than 30,000 students on campus in separate male and female campuses with almost equal gender ratio. xyxy=(9,963,229,996)
story-paragraph: The NA will meet 30 resigned lawmakers daily, and a five-minute meeting is fixed for each legislator. xyxy=(717,1080,937,1093)
story-paragraph: Head of Akal Takht Giani Harpreet Singh said that all Sikhs want to see a separate Sikh homeland "Khalistan". xyxy=(245,1092,465,1105)
continued-from-label: Continued from page 8 xyxy=(795,100,905,113)
story-number-badge: No #11 xyxy=(245,649,291,667)
story-paragraph: The procedure includes coding and sorting the luggage to send to their place of residence in the kingdom. xyxy=(717,436,937,450)
story-paragraph: He said that the private sector was the driver of economic growth and the government would facilitate them in promoting business activities that would help in reviving the economy. The government was working hard to turn around the economy and hoped that the new budget would be business-friendly. xyxy=(245,119,465,146)
story-paragraph: Reprehensibly, it has become a norm in India to deprive the Muslims of their right to live and freely practice their religion. It is deplorable that the BJP-RSS cohort, under extremist 'Hindutva' agenda, has maliciously denigrated and perpetrated senseless violence against Indian Muslims and their places of worship. xyxy=(481,621,701,647)
story-paragraph: Mink meat is not appetizing but it makes a good bait for fishing crabs. Its meat is also used to prepare organic compost. It is also used to feed the aquarium fish and zoo animals or wildlife preserves. xyxy=(9,476,229,496)
story-paragraph: Chenab and Jhelum rivers are worse-hit by the water shortage. Due to water shortage in Jhelum River, Mangla Dam will not be able to fill even half. It is feared that Mangla Dam will not have water even for winter season. xyxy=(245,806,465,826)
story-number-badge: No #22 xyxy=(717,390,763,408)
story-paragraph: Yuvraj's Sehwag's epic 309 for India's win remains the highest score and the only triple-century at the venue and Brian Lara (216 in 2006) has made the only double hundred at the MCS. xyxy=(245,482,465,496)
story-paragraph: "Pakistan urges India to ensure that decisive and demonstrable action is taken against those responsible for making derogatory remarks and attacking the dignity of the Holy Prophet Muhammad (SAAW). India must also take immediate steps to protect its minorities from human rights violations, ensure their safety, security and well-being and allow them to profess and practice their faith in peace," read the FO statement. xyxy=(481,647,701,680)
story-paragraph: The state-run channel quoted the Saudi gazette as saying that the initiative starts with issuing the visa electronically and taking the vital characteristics, followed by passport procedures at the airport of the country of departure after the verification of the health requirements. xyxy=(717,417,937,437)
story-paragraph: On the other hand, PTI leader and former parliamentary affairs minister Dr Babar Awan said that life of Imran Khan was in danger. He said that next two days were critical in this regard as former premier was facing threat of threat to his life. He said that Imran had got protective bail from the Peshawar High Court. xyxy=(717,884,937,911)
story-header xyxy=(245,849,465,869)
story-paragraph: She said that the humans were doing a lot of injustice to the land and natural environment, adding, "We should not pollute the sea, air and cutland". xyxy=(9,625,229,639)
story-number-badge: No #13 xyxy=(245,850,291,868)
story-paragraph: "On the news front, the cut-off yields showed an increase of 55-75bps as compared to the previous yields during the T-bills auction held during the week," the analyst added. xyxy=(481,764,701,777)
story-number-badge: No #8 xyxy=(245,299,291,317)
story-paragraph: The former minister said the core committee expressed dissatisfaction over the new delimitations carried out by the Election Commission of Pakistan (ECP) and announced to challenge them. He said gerrymandering has been done under a deeply thought to give an edge to the PML-N over PTI, especially during the upcoming by-elections in Punjab. xyxy=(717,255,937,282)
story-paragraph: men in every sector of the economy." xyxy=(15,1041,99,1047)
story-paragraph: Meanwhile, stock-wise positive contributors were Pakistan Oilfields (13 points), Abbott Laboratories (10 points), Mari Petroleum (9 points), SCBPL (6 points) and Colgate-Palmolive (6 points). xyxy=(481,894,701,915)
continuation-story xyxy=(245,298,465,385)
story-paragraph: are providing security duty to Imran, they will very happily arrest him as soon as he provokes a legal excuse." He wondered a man who was devoid of any moral or democratic values, how could he be the head of a party in a democratic society. It's a matter of concern if the entire nation. xyxy=(717,865,937,885)
continued-from-label: Continued from page 8 xyxy=(795,496,905,509)
